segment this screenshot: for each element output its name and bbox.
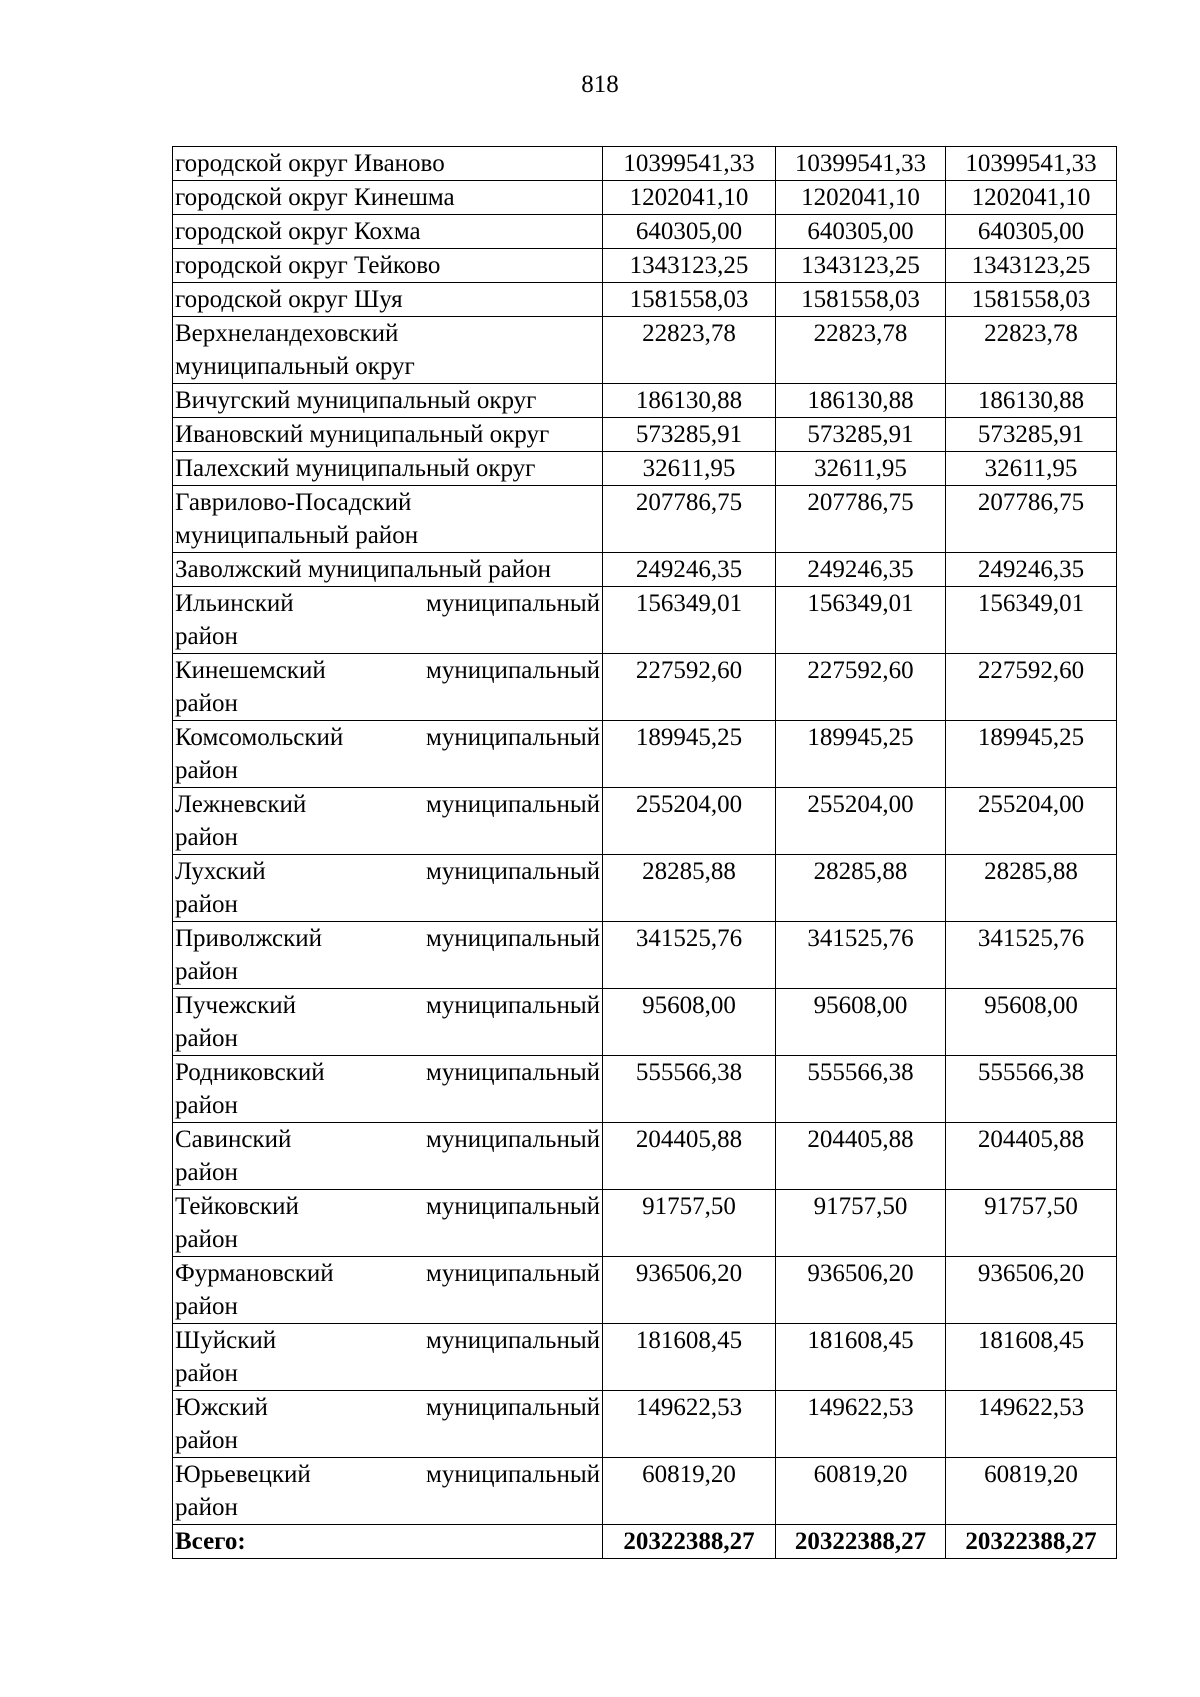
municipality-name-word: Южский [175, 1394, 268, 1421]
amount-cell: 341525,76 [776, 922, 946, 989]
municipality-name-line2: район [175, 1494, 238, 1521]
municipality-name-cell [173, 486, 603, 553]
municipality-name: городской округ Тейково [175, 252, 441, 279]
amount-cell: 1202041,10 [946, 181, 1117, 215]
amount-cell: 186130,88 [603, 384, 776, 418]
total-row [173, 1525, 1117, 1559]
municipality-name-cell [173, 855, 603, 922]
table-row [173, 384, 1117, 418]
amount-cell: 227592,60 [946, 654, 1117, 721]
page-number: 818 [581, 71, 619, 98]
amount-cell: 10399541,33 [946, 147, 1117, 181]
table-row [173, 215, 1117, 249]
budget-distribution-table [172, 146, 1117, 1559]
amount-cell: 149622,53 [776, 1391, 946, 1458]
total-amount-cell: 20322388,27 [946, 1525, 1117, 1559]
table-row [173, 283, 1117, 317]
table-row [173, 855, 1117, 922]
municipality-name-cell [173, 283, 603, 317]
amount-cell: 640305,00 [776, 215, 946, 249]
amount-cell: 640305,00 [946, 215, 1117, 249]
municipality-name: Заволжский муниципальный район [175, 556, 552, 583]
municipality-name-cell [173, 1190, 603, 1257]
municipality-type-word: муниципальный [426, 1394, 600, 1421]
table-row [173, 1190, 1117, 1257]
municipality-name-line2: район [175, 1092, 238, 1119]
amount-cell: 32611,95 [946, 452, 1117, 486]
municipality-name-cell [173, 788, 603, 855]
municipality-name-line2: район [175, 958, 238, 985]
municipality-name-word: Тейковский [175, 1193, 299, 1220]
amount-cell: 91757,50 [776, 1190, 946, 1257]
table-row [173, 249, 1117, 283]
municipality-name-line1 [175, 989, 600, 1022]
amount-cell: 207786,75 [776, 486, 946, 553]
municipality-name-word: Фурмановский [175, 1260, 334, 1287]
table-row [173, 452, 1117, 486]
amount-cell: 249246,35 [776, 553, 946, 587]
municipality-name-line2: район [175, 824, 238, 851]
amount-cell: 207786,75 [946, 486, 1117, 553]
municipality-name-line1 [175, 654, 600, 687]
municipality-name-cell [173, 1458, 603, 1525]
table-body [173, 147, 1117, 1559]
amount-cell: 149622,53 [603, 1391, 776, 1458]
amount-cell: 28285,88 [776, 855, 946, 922]
municipality-type-word: муниципальный [426, 1126, 600, 1153]
municipality-name-cell [173, 553, 603, 587]
amount-cell: 60819,20 [946, 1458, 1117, 1525]
municipality-name-line1: Верхнеландеховский [175, 320, 399, 347]
municipality-type-word: муниципальный [426, 1059, 600, 1086]
table-row [173, 418, 1117, 452]
table-row [173, 922, 1117, 989]
table-row [173, 553, 1117, 587]
amount-cell: 181608,45 [776, 1324, 946, 1391]
municipality-type-word: муниципальный [426, 992, 600, 1019]
municipality-name-line1: Гаврилово-Посадский [175, 489, 412, 516]
amount-cell: 149622,53 [946, 1391, 1117, 1458]
municipality-name: городской округ Кинешма [175, 184, 455, 211]
amount-cell: 1581558,03 [603, 283, 776, 317]
amount-cell: 255204,00 [603, 788, 776, 855]
amount-cell: 22823,78 [946, 317, 1117, 384]
municipality-name-cell [173, 418, 603, 452]
amount-cell: 95608,00 [776, 989, 946, 1056]
amount-cell: 156349,01 [776, 587, 946, 654]
municipality-name-line1 [175, 1391, 600, 1424]
amount-cell: 181608,45 [946, 1324, 1117, 1391]
amount-cell: 1581558,03 [776, 283, 946, 317]
municipality-name-line2: район [175, 1360, 238, 1387]
amount-cell: 640305,00 [603, 215, 776, 249]
amount-cell: 1581558,03 [946, 283, 1117, 317]
municipality-name-line1 [175, 721, 600, 754]
table-row [173, 1257, 1117, 1324]
municipality-name-cell [173, 181, 603, 215]
municipality-name-line1 [175, 1056, 600, 1089]
amount-cell: 227592,60 [603, 654, 776, 721]
amount-cell: 28285,88 [946, 855, 1117, 922]
municipality-name-line1 [175, 1324, 600, 1357]
municipality-name-line2: район [175, 690, 238, 717]
municipality-name-line1 [175, 1123, 600, 1156]
amount-cell: 189945,25 [603, 721, 776, 788]
amount-cell: 204405,88 [603, 1123, 776, 1190]
amount-cell: 28285,88 [603, 855, 776, 922]
amount-cell: 255204,00 [776, 788, 946, 855]
amount-cell: 181608,45 [603, 1324, 776, 1391]
municipality-type-word: муниципальный [426, 1327, 600, 1354]
municipality-name-word: Родниковский [175, 1059, 325, 1086]
municipality-type-word: муниципальный [426, 791, 600, 818]
amount-cell: 936506,20 [946, 1257, 1117, 1324]
municipality-name-cell [173, 249, 603, 283]
municipality-name-line2: район [175, 1427, 238, 1454]
municipality-name-line1 [175, 587, 600, 620]
municipality-name: Ивановский муниципальный округ [175, 421, 550, 448]
municipality-name-line2: район [175, 623, 238, 650]
total-amount-cell: 20322388,27 [603, 1525, 776, 1559]
municipality-name-word: Лежневский [175, 791, 307, 818]
amount-cell: 156349,01 [603, 587, 776, 654]
amount-cell: 555566,38 [603, 1056, 776, 1123]
table-row [173, 1324, 1117, 1391]
table-row [173, 1056, 1117, 1123]
total-amount-cell: 20322388,27 [776, 1525, 946, 1559]
table-row [173, 1391, 1117, 1458]
table-row [173, 317, 1117, 384]
table-row [173, 1458, 1117, 1525]
municipality-name-word: Шуйский [175, 1327, 277, 1354]
municipality-name-cell [173, 1123, 603, 1190]
table-row [173, 788, 1117, 855]
municipality-name-cell [173, 215, 603, 249]
amount-cell: 249246,35 [946, 553, 1117, 587]
municipality-name-word: Комсомольский [175, 724, 344, 751]
amount-cell: 22823,78 [776, 317, 946, 384]
amount-cell: 573285,91 [603, 418, 776, 452]
amount-cell: 189945,25 [946, 721, 1117, 788]
municipality-name: городской округ Шуя [175, 286, 403, 313]
amount-cell: 1202041,10 [776, 181, 946, 215]
municipality-name-line1 [175, 788, 600, 821]
municipality-name-cell [173, 654, 603, 721]
municipality-name: городской округ Кохма [175, 218, 421, 245]
municipality-name-line2: район [175, 1159, 238, 1186]
amount-cell: 91757,50 [603, 1190, 776, 1257]
municipality-name-line2: район [175, 1226, 238, 1253]
municipality-type-word: муниципальный [426, 1193, 600, 1220]
municipality-type-word: муниципальный [426, 657, 600, 684]
amount-cell: 341525,76 [946, 922, 1117, 989]
municipality-name-cell [173, 1056, 603, 1123]
amount-cell: 1343123,25 [776, 249, 946, 283]
amount-cell: 204405,88 [946, 1123, 1117, 1190]
municipality-name: Вичугский муниципальный округ [175, 387, 537, 414]
municipality-name-cell [173, 452, 603, 486]
municipality-name-cell [173, 147, 603, 181]
table-row [173, 1123, 1117, 1190]
municipality-name-word: Кинешемский [175, 657, 326, 684]
amount-cell: 10399541,33 [776, 147, 946, 181]
municipality-name-line2: муниципальный округ [175, 353, 415, 380]
amount-cell: 573285,91 [776, 418, 946, 452]
municipality-type-word: муниципальный [426, 1461, 600, 1488]
amount-cell: 1202041,10 [603, 181, 776, 215]
municipality-name-cell [173, 587, 603, 654]
amount-cell: 32611,95 [603, 452, 776, 486]
municipality-name-line1 [175, 855, 600, 888]
municipality-name-cell [173, 317, 603, 384]
amount-cell: 186130,88 [776, 384, 946, 418]
municipality-name-cell [173, 922, 603, 989]
municipality-name: Палехский муниципальный округ [175, 455, 536, 482]
municipality-name-cell [173, 1391, 603, 1458]
amount-cell: 249246,35 [603, 553, 776, 587]
amount-cell: 1343123,25 [603, 249, 776, 283]
municipality-type-word: муниципальный [426, 925, 600, 952]
municipality-name-word: Пучежский [175, 992, 297, 1019]
amount-cell: 22823,78 [603, 317, 776, 384]
total-label: Всего: [173, 1525, 603, 1559]
amount-cell: 555566,38 [776, 1056, 946, 1123]
table-row [173, 147, 1117, 181]
amount-cell: 204405,88 [776, 1123, 946, 1190]
table-row [173, 486, 1117, 553]
municipality-name-word: Юрьевецкий [175, 1461, 311, 1488]
municipality-name-word: Ильинский [175, 590, 294, 617]
municipality-name-line1 [175, 1190, 600, 1223]
municipality-name-word: Приволжский [175, 925, 323, 952]
municipality-name-word: Лухский [175, 858, 266, 885]
municipality-type-word: муниципальный [426, 858, 600, 885]
amount-cell: 10399541,33 [603, 147, 776, 181]
amount-cell: 207786,75 [603, 486, 776, 553]
municipality-name-cell [173, 384, 603, 418]
municipality-name-line1 [175, 922, 600, 955]
municipality-name-cell [173, 1257, 603, 1324]
table-row [173, 654, 1117, 721]
municipality-name-cell [173, 721, 603, 788]
municipality-type-word: муниципальный [426, 590, 600, 617]
municipality-type-word: муниципальный [426, 724, 600, 751]
table-row [173, 181, 1117, 215]
amount-cell: 186130,88 [946, 384, 1117, 418]
municipality-type-word: муниципальный [426, 1260, 600, 1287]
municipality-name-line2: район [175, 1025, 238, 1052]
municipality-name-line1 [175, 1458, 600, 1491]
amount-cell: 60819,20 [776, 1458, 946, 1525]
amount-cell: 573285,91 [946, 418, 1117, 452]
amount-cell: 91757,50 [946, 1190, 1117, 1257]
amount-cell: 555566,38 [946, 1056, 1117, 1123]
municipality-name-line2: район [175, 757, 238, 784]
amount-cell: 95608,00 [946, 989, 1117, 1056]
amount-cell: 936506,20 [776, 1257, 946, 1324]
municipality-name-line2: район [175, 1293, 238, 1320]
amount-cell: 189945,25 [776, 721, 946, 788]
amount-cell: 227592,60 [776, 654, 946, 721]
table-row [173, 989, 1117, 1056]
amount-cell: 936506,20 [603, 1257, 776, 1324]
amount-cell: 341525,76 [603, 922, 776, 989]
municipality-name-cell [173, 989, 603, 1056]
table-row [173, 587, 1117, 654]
municipality-name-line2: район [175, 891, 238, 918]
amount-cell: 255204,00 [946, 788, 1117, 855]
amount-cell: 1343123,25 [946, 249, 1117, 283]
municipality-name: городской округ Иваново [175, 150, 445, 177]
amount-cell: 156349,01 [946, 587, 1117, 654]
amount-cell: 60819,20 [603, 1458, 776, 1525]
amount-cell: 32611,95 [776, 452, 946, 486]
municipality-name-cell [173, 1324, 603, 1391]
municipality-name-line2: муниципальный район [175, 522, 419, 549]
municipality-name-word: Савинский [175, 1126, 292, 1153]
table-row [173, 721, 1117, 788]
amount-cell: 95608,00 [603, 989, 776, 1056]
municipality-name-line1 [175, 1257, 600, 1290]
